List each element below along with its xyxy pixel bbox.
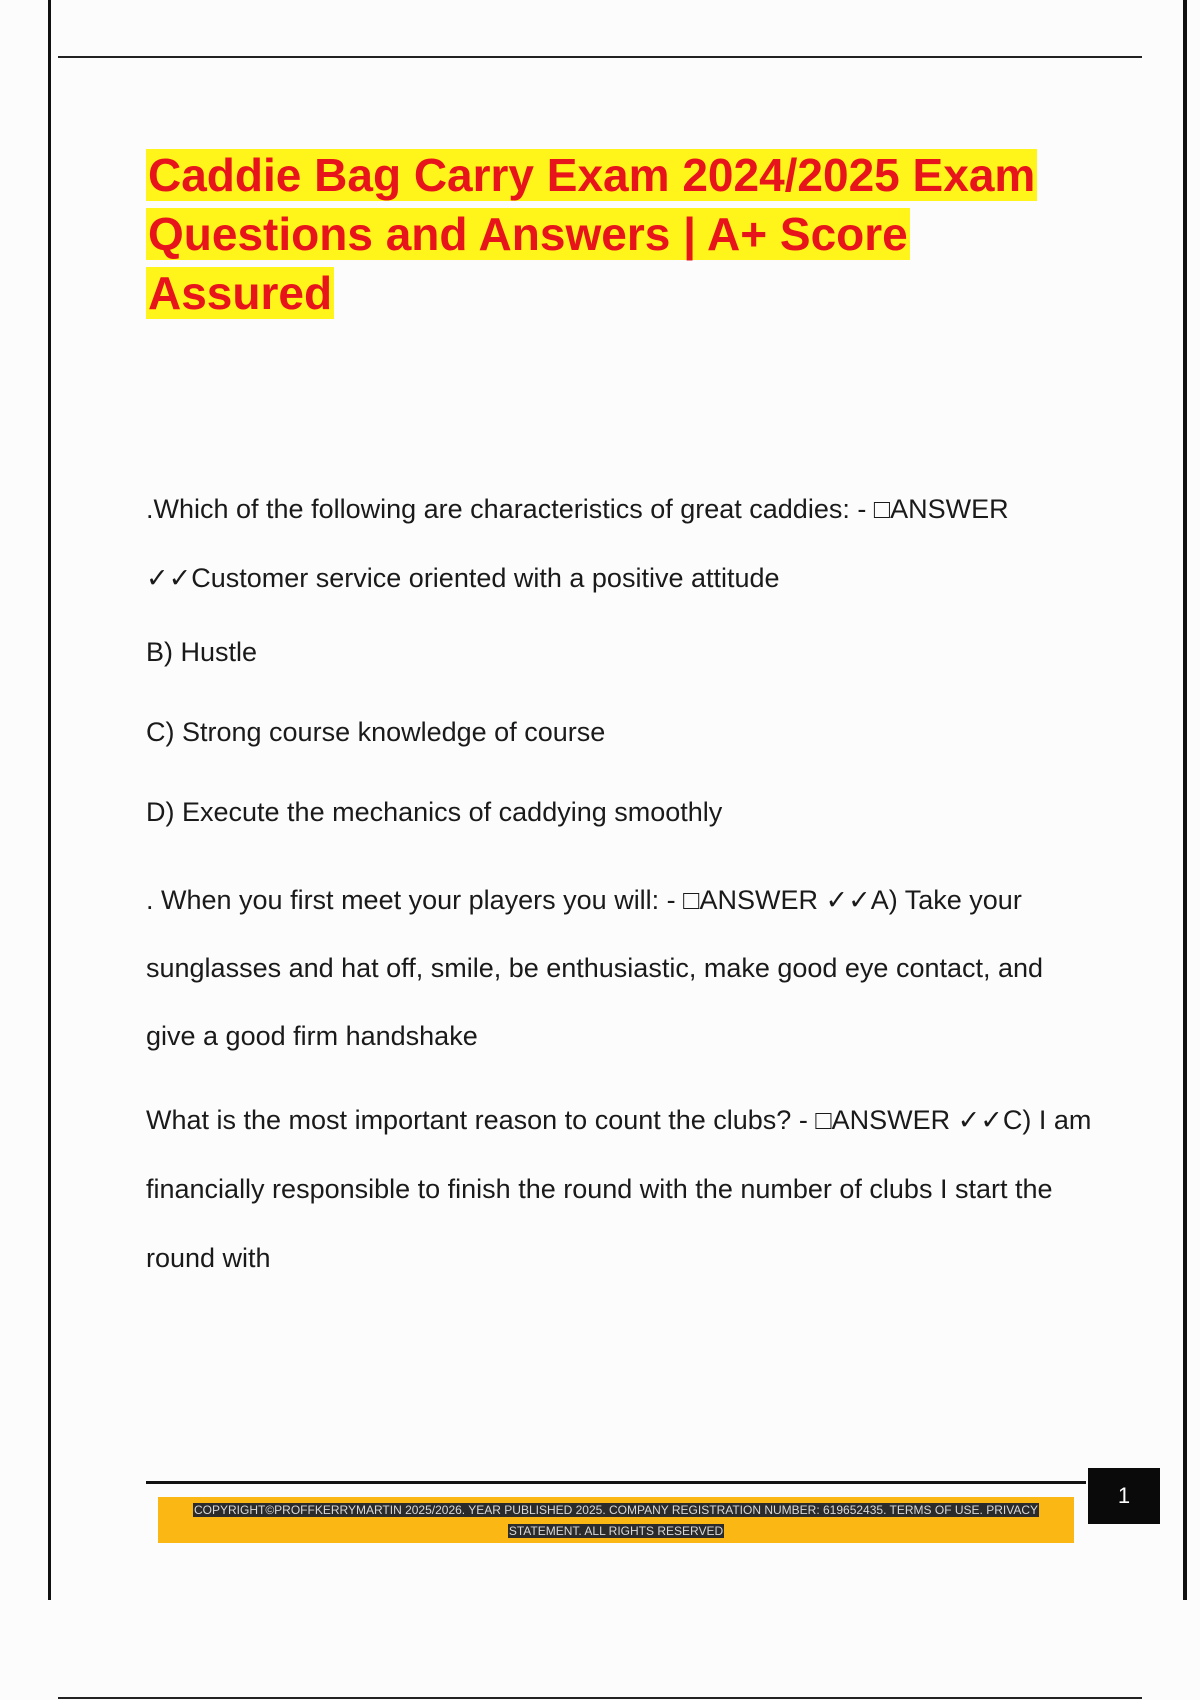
page-border-left <box>48 0 51 1600</box>
question-3: What is the most important reason to count the clubs? - □ANSWER ✓✓C) I am financially responsible to finish the round with the number of clubs I start the round with <box>146 1105 1092 1273</box>
document-title-text: Caddie Bag Carry Exam 2024/2025 Exam Questions and Answers | A+ Score Assured <box>148 149 1036 319</box>
question-1: .Which of the following are characteristics of great caddies: - □ANSWER ✓✓Customer service oriented with a positive attitude <box>146 494 1009 593</box>
bottom-rule <box>58 1697 1142 1699</box>
question-1-option-c: C) Strong course knowledge of course <box>146 717 606 747</box>
document-title <box>146 146 1096 323</box>
page-number: 1 <box>1117 1483 1131 1508</box>
copyright-text: COPYRIGHT©PROFFKERRYMARTIN 2025/2026. YEAR PUBLISHED 2025. COMPANY REGISTRATION NUMBER: 619652435. TERMS OF USE. PRIVACY STATEMENT. ALL RIGHTS RESERVED <box>194 1503 1038 1538</box>
header-rule <box>58 56 1142 58</box>
copyright-notice <box>158 1500 1074 1542</box>
question-1-option-d: D) Execute the mechanics of caddying smoothly <box>146 797 723 827</box>
question-2: . When you first meet your players you will: - □ANSWER ✓✓A) Take your sunglasses and hat off, smile, be enthusiastic, make good eye contact, and give a good firm handshake <box>146 885 1044 1051</box>
page-number-badge <box>1088 1468 1160 1524</box>
page-border-right <box>1183 0 1187 1600</box>
footer-rule <box>146 1481 1086 1484</box>
question-1-option-b: B) Hustle <box>146 637 258 667</box>
